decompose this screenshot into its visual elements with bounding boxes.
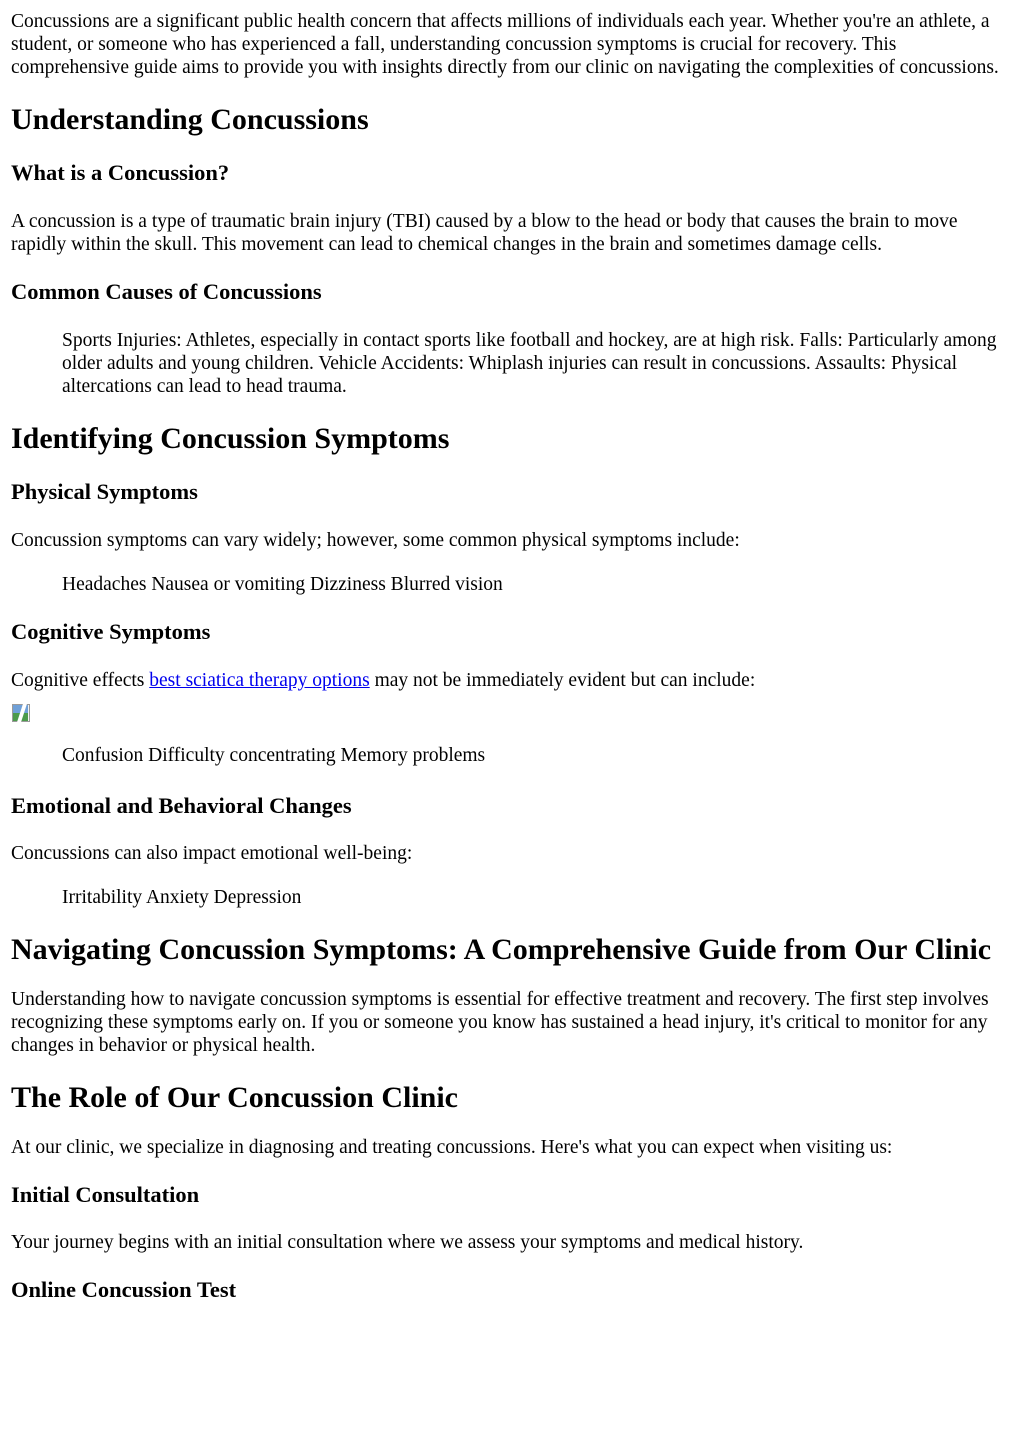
emotional-list-quote	[62, 886, 1013, 909]
navigating-heading: Navigating Concussion Symptoms: A Comprehensive Guide from Our Clinic	[11, 933, 992, 966]
causes-heading: Common Causes of Concussions	[11, 279, 322, 304]
cognitive-list-quote	[62, 744, 1013, 767]
causes-quote	[62, 329, 1013, 398]
causes-text: Sports Injuries: Athletes, especially in contact sports like football and hockey, are at high risk. Falls: Particularly among older adults and young children. Vehicle Accidents: Whiplash injuries can result in concussions. Assaults: Physical altercations can lead to head trauma.	[62, 330, 997, 397]
article	[0, 10, 1024, 1303]
cognitive-paragraph	[11, 669, 1013, 692]
what-is-heading: What is a Concussion?	[11, 160, 230, 185]
cognitive-list: Confusion Difficulty concentrating Memory problems	[62, 745, 486, 766]
identifying-heading: Identifying Concussion Symptoms	[11, 422, 450, 455]
understanding-heading: Understanding Concussions	[11, 103, 369, 136]
intro-paragraph: Concussions are a significant public health concern that affects millions of individuals each year. Whether you're an athlete, a student, or someone who has experienced a fall, understanding concussion symptoms is crucial for recovery. This comprehensive guide aims to provide you with insights directly from our clinic on navigating the complexities of concussions.	[11, 11, 999, 78]
navigating-paragraph: Understanding how to navigate concussion symptoms is essential for effective treatment and recovery. The first step involves recognizing these symptoms early on. If you or someone you know has sustained a head injury, it's critical to monitor for any changes in behavior or physical health.	[11, 989, 989, 1056]
sciatica-therapy-link[interactable]: best sciatica therapy options	[149, 670, 370, 691]
clinic-role-heading: The Role of Our Concussion Clinic	[11, 1081, 458, 1114]
physical-list: Headaches Nausea or vomiting Dizziness Blurred vision	[62, 574, 503, 595]
cognitive-text-after: may not be immediately evident but can include:	[369, 670, 756, 691]
emotional-list: Irritability Anxiety Depression	[62, 887, 302, 908]
cognitive-heading: Cognitive Symptoms	[11, 619, 211, 644]
physical-heading: Physical Symptoms	[11, 479, 198, 504]
emotional-intro: Concussions can also impact emotional well-being:	[11, 843, 413, 864]
emotional-heading: Emotional and Behavioral Changes	[11, 793, 352, 818]
image-container	[11, 703, 1013, 723]
physical-list-quote	[62, 573, 1013, 596]
broken-image-icon	[11, 703, 31, 723]
physical-intro: Concussion symptoms can vary widely; however, some common physical symptoms include:	[11, 530, 740, 551]
online-test-heading: Online Concussion Test	[11, 1277, 237, 1302]
cognitive-text-before: Cognitive effects	[11, 670, 150, 691]
initial-consultation-paragraph: Your journey begins with an initial consultation where we assess your symptoms and medical history.	[11, 1232, 804, 1253]
clinic-role-paragraph: At our clinic, we specialize in diagnosing and treating concussions. Here's what you can expect when visiting us:	[11, 1137, 893, 1158]
initial-consultation-heading: Initial Consultation	[11, 1182, 200, 1207]
what-is-paragraph: A concussion is a type of traumatic brain injury (TBI) caused by a blow to the head or body that causes the brain to move rapidly within the skull. This movement can lead to chemical changes in the brain and sometimes damage cells.	[11, 211, 958, 255]
